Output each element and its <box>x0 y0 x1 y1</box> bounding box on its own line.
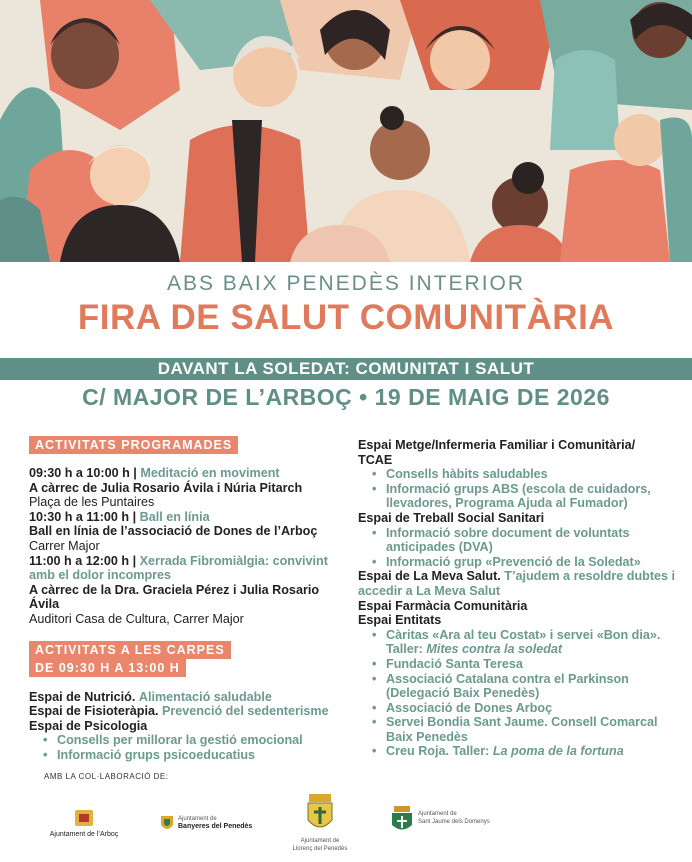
list-item: • Informació grups psicoeducatius <box>29 748 354 763</box>
pharmacy-space: Espai Farmàcia Comunitària <box>358 598 528 613</box>
list-item: • Informació grup «Prevenció de la Soledat» <box>358 555 683 570</box>
physio-space: Espai de Fisioteràpia. Prevenció del sedenterisme <box>29 704 329 719</box>
nutrition-space: Espai de Nutrició. Alimentació saludable <box>29 689 272 704</box>
collaboration-label: AMB LA COL·LABORACIÓ DE: <box>44 772 169 781</box>
list-item: • Associació de Dones Arboç <box>358 701 683 716</box>
my-health-space: Espai de La Meva Salut. T’ajudem a resoldre dubtes i <box>358 569 676 584</box>
list-item: • Associació Catalana contra el Parkinson <box>358 672 683 687</box>
tent-hours-tag: DE 09:30 H A 13:00 H <box>29 659 186 677</box>
list-item: • Creu Roja. Taller: La poma de la fortuna <box>358 744 683 759</box>
people-illustration <box>0 0 692 262</box>
activity-2: 10:30 h a 11:00 h | Ball en línia <box>29 509 210 524</box>
left-column: ACTIVITATS PROGRAMADES 09:30 h a 10:00 h | Meditació en moviment A càrrec de Julia Rosario Ávila i Núria Pitarch Plaça de les Puntaires 10:30 h a 11:00 h | Ball en línia Ball en línia de l’associació de Dones de l’Arboç Carrer Major 11:00 h a 12:00 h | Xerrada Fibromiàlgia: convivint amb el dolor incompres A càrrec de la Dra. Graciela Pérez i Julia Rosario Ávila Auditori Casa de Cultura, Carrer Major ACTIVITATS A LES CARPES DE 09:30 H A 13:00 H Espai de Nutrició. Alimentació saludable Espai de Fisioteràpia. Prevenció del sedenterisme Espai de Psicologia • Consells per millorar la gestió emocional • Informació grups psicoeducatius <box>29 436 354 763</box>
event-title: FIRA DE SALUT COMUNITÀRIA <box>77 298 615 337</box>
crest-icon <box>160 815 174 833</box>
programmed-activities-tag: ACTIVITATS PROGRAMADES <box>29 436 238 454</box>
logo-banyeres: Ajuntament de Banyeres del Penedès <box>160 815 270 831</box>
activity-3: 11:00 h a 12:00 h | Xerrada Fibromiàlgia: convivint <box>29 553 328 568</box>
theme-band: DAVANT LA SOLEDAT: COMUNITAT I SALUT <box>0 358 692 380</box>
list-item: • Servei Bondia Sant Jaume. Consell Comarcal <box>358 715 683 730</box>
crest-icon <box>305 794 335 834</box>
psychology-space: Espai de Psicologia <box>29 718 148 733</box>
list-item: • Informació sobre document de voluntats <box>358 526 683 541</box>
location-date: C/ MAJOR DE L’ARBOÇ • 19 DE MAIG DE 2026 <box>82 384 610 410</box>
list-item: • Informació grups ABS (escola de cuidadors, <box>358 482 683 497</box>
organization-name: ABS BAIX PENEDÈS INTERIOR <box>166 272 526 295</box>
list-item: • Consells hàbits saludables <box>358 467 683 482</box>
list-item: • Càritas «Ara al teu Costat» i servei «Bon dia». <box>358 628 683 643</box>
header-illustration <box>0 0 692 262</box>
logo-llorenc: Ajuntament de Llorenç del Penedès <box>290 794 350 853</box>
activity-1: 09:30 h a 10:00 h | Meditació en moviment <box>29 466 280 480</box>
logo-sant-jaume: Ajuntament de Sant Jaume dels Domenys <box>390 806 510 826</box>
right-column: Espai Metge/Infermeria Familiar i Comunitària/ TCAE • Consells hàbits saludables • Informació grups ABS (escola de cuidadors, llevadores, Programa Ajuda al Fumador) Espai de Treball Social Sanitari • Informació sobre document de voluntats anticipades (DVA) • Informació grup «Prevenció de la Soledat» Espai de La Meva Salut. T’ajudem a resoldre dubtes i accedir a La Meva Salut Espai Farmàcia Comunitària Espai Entitats • Càritas «Ara al teu Costat» i servei «Bon dia». Taller: Mites contra la soledat • Fundació Santa Teresa • Associació Catalana contra el Parkinson (Delegació Baix Penedès) • Associació de Dones Arboç • Servei Bondia Sant Jaume. Consell Comarcal Baix Penedès • Creu Roja. Taller: La poma de la fortuna <box>358 438 683 759</box>
list-item: • Fundació Santa Teresa <box>358 657 683 672</box>
social-work-space: Espai de Treball Social Sanitari <box>358 510 545 525</box>
tent-activities-tag: ACTIVITATS A LES CARPES <box>29 641 231 659</box>
entities-space: Espai Entitats <box>358 613 442 628</box>
logo-arboc: Ajuntament de l’Arboç <box>44 808 124 839</box>
crest-icon <box>73 808 95 828</box>
list-item: • Consells per millorar la gestió emocional <box>29 733 354 748</box>
crest-icon <box>390 806 414 834</box>
